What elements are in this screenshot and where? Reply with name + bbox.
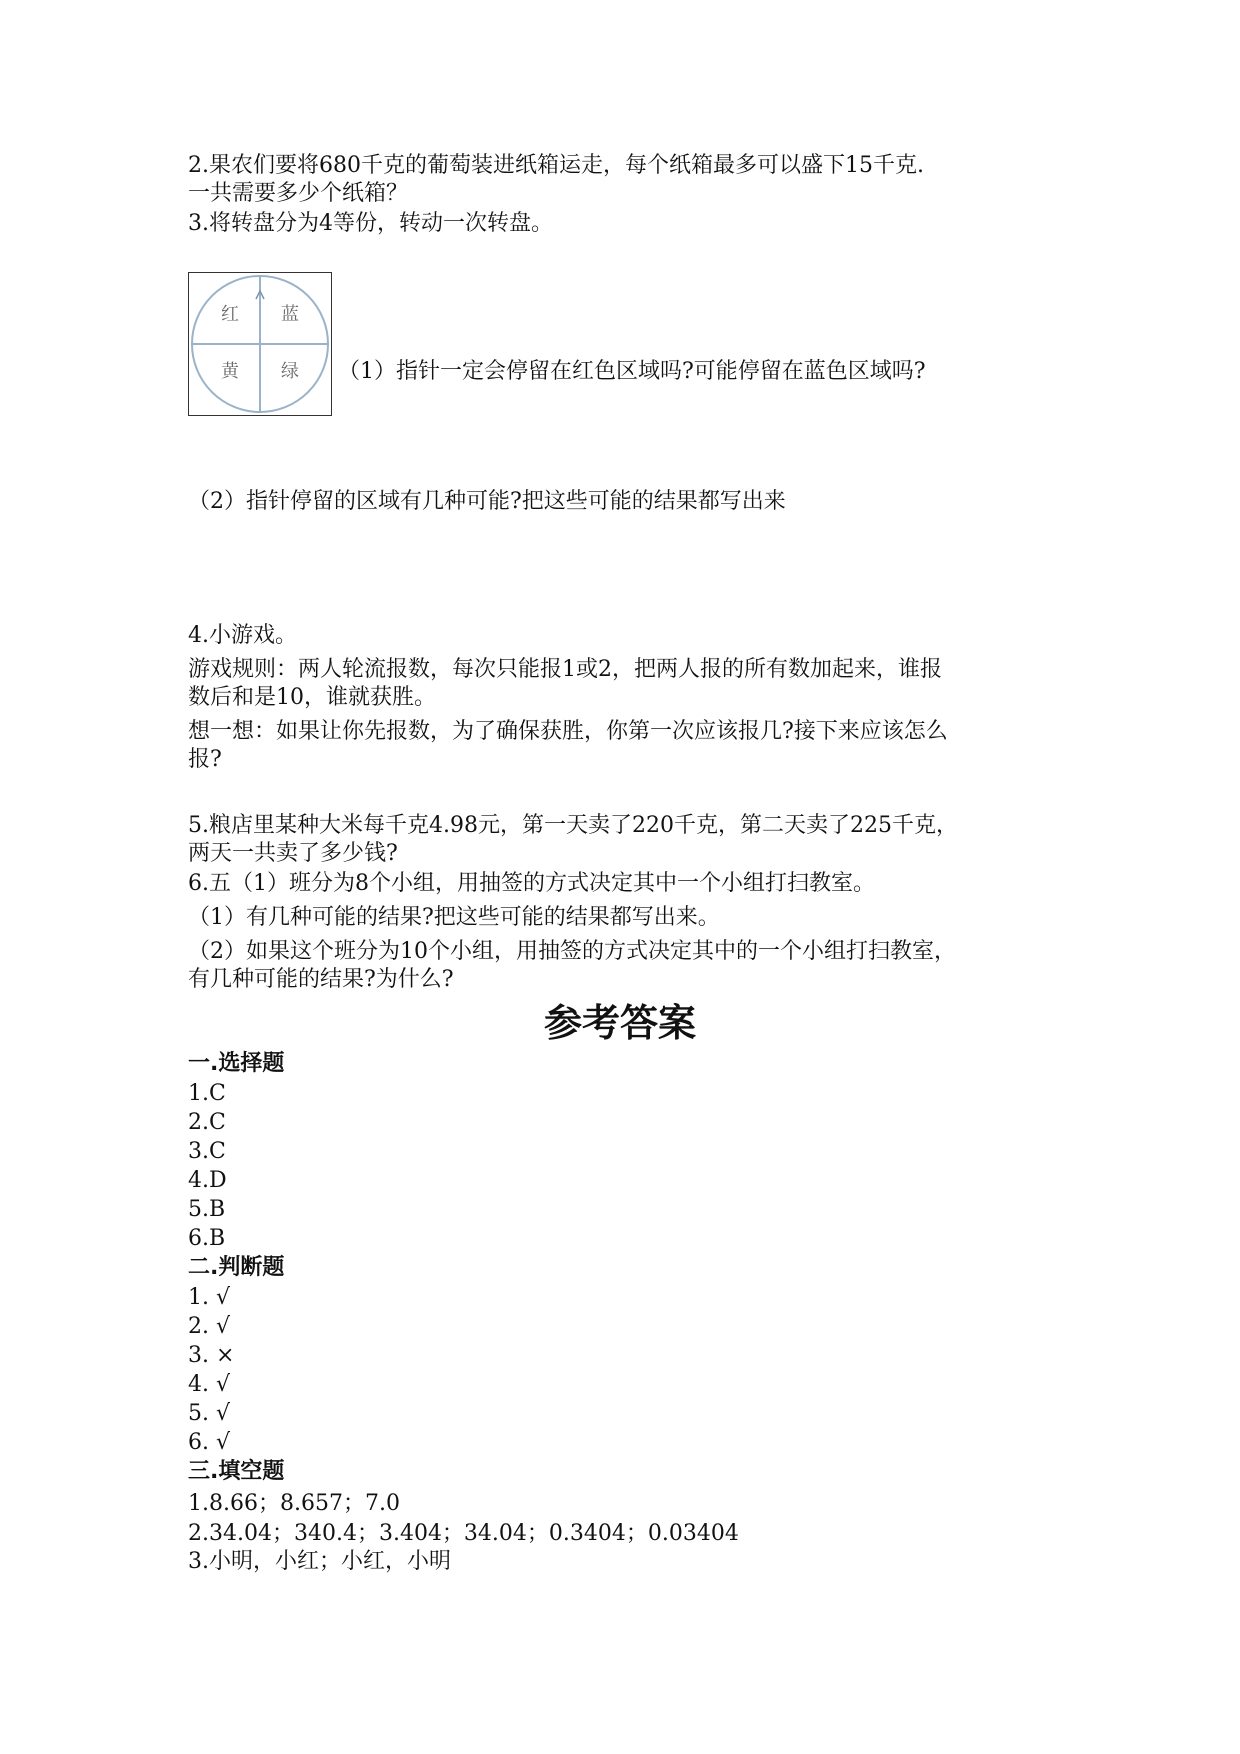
q4-line-5: 报? <box>188 747 222 772</box>
answer-item: 2.C <box>188 1110 226 1135</box>
q4-line-4: 想一想：如果让你先报数，为了确保获胜，你第一次应该报几?接下来应该怎么 <box>188 719 948 744</box>
segment-label-blue: 蓝 <box>281 304 299 325</box>
q3-sub-question-1: （1）指针一定会停留在红色区域吗?可能停留在蓝色区域吗? <box>338 359 926 384</box>
answer-item: 4. √ <box>188 1372 231 1397</box>
q2-line-2: 一共需要多少个纸箱？ <box>188 181 409 206</box>
q6-line-2: （1）有几种可能的结果?把这些可能的结果都写出来。 <box>188 905 720 930</box>
answer-item: 4.D <box>188 1168 227 1193</box>
answer-item: 1.C <box>188 1081 226 1106</box>
answer-item: 5.B <box>188 1197 226 1222</box>
answer-item: 3.C <box>188 1139 226 1164</box>
segment-label-red: 红 <box>221 304 239 325</box>
answer-item: 1. √ <box>188 1285 231 1310</box>
q6-line-4: 有几种可能的结果?为什么? <box>188 967 454 992</box>
section-title-choice: 一.选择题 <box>188 1051 285 1076</box>
segment-label-yellow: 黄 <box>221 361 239 382</box>
answer-item: 6. √ <box>188 1430 231 1455</box>
q4-line-2: 游戏规则：两人轮流报数，每次只能报1或2，把两人报的所有数加起来，谁报 <box>188 657 942 682</box>
q5-line-2: 两天一共卖了多少钱? <box>188 841 398 866</box>
answer-item: 3. × <box>188 1343 235 1368</box>
q3-sub-question-2: （2）指针停留的区域有几种可能?把这些可能的结果都写出来 <box>188 489 786 514</box>
answer-item: 2. √ <box>188 1314 231 1339</box>
section-title-fill-blank: 三.填空题 <box>188 1459 285 1484</box>
q4-line-3: 数后和是10，谁就获胜。 <box>188 685 436 710</box>
answer-item: 5. √ <box>188 1401 231 1426</box>
q2-line-1: 2.果农们要将680千克的葡萄装进纸箱运走，每个纸箱最多可以盛下15千克. <box>188 153 924 178</box>
answer-item: 6.B <box>188 1226 226 1251</box>
answer-item: 2.34.04；340.4；3.404；34.04；0.3404；0.03404 <box>188 1521 739 1546</box>
q6-line-1: 6.五（1）班分为8个小组，用抽签的方式决定其中一个小组打扫教室。 <box>188 871 875 896</box>
answer-item: 1.8.66；8.657；7.0 <box>188 1491 400 1516</box>
q4-line-1: 4.小游戏。 <box>188 623 297 648</box>
answer-key-title: 参考答案 <box>543 1001 696 1045</box>
spinner-figure <box>188 272 332 416</box>
q5-line-1: 5.粮店里某种大米每千克4.98元，第一天卖了220千克，第二天卖了225千克， <box>188 813 958 838</box>
q3-line-1: 3.将转盘分为4等份，转动一次转盘。 <box>188 211 553 236</box>
q6-line-3: （2）如果这个班分为10个小组，用抽签的方式决定其中的一个小组打扫教室， <box>188 939 956 964</box>
spinner-diagram <box>189 273 331 415</box>
answer-item: 3.小明，小红；小红，小明 <box>188 1549 451 1574</box>
segment-label-green: 绿 <box>281 361 299 382</box>
section-title-judgment: 二.判断题 <box>188 1255 285 1280</box>
